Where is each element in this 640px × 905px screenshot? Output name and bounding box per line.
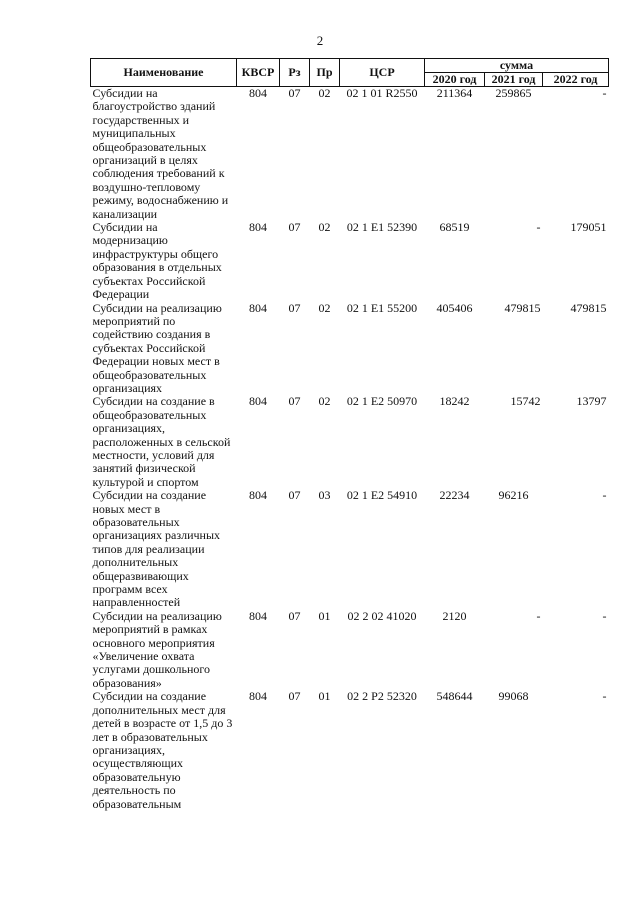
row-csr: 02 2 P2 52320 xyxy=(347,689,417,704)
row-pr: 01 xyxy=(318,689,331,704)
row-2022: - xyxy=(602,488,607,503)
table-row xyxy=(91,221,609,301)
table-row xyxy=(91,395,609,489)
header-year-2020: 2020 год xyxy=(425,73,485,87)
row-csr: 02 1 E1 55200 xyxy=(346,300,418,315)
row-pr: 02 xyxy=(318,86,331,100)
table-row xyxy=(91,87,609,222)
row-rz: 07 xyxy=(288,220,301,235)
row-2020: 22234 xyxy=(439,488,470,503)
header-csr: ЦСР xyxy=(340,59,425,87)
row-rz: 07 xyxy=(288,86,301,100)
header-kvsr: КВСР xyxy=(237,59,280,87)
row-name: Субсидии на создание новых мест в образовательных организациях различных типов для реализации дополнительных общеразвивающих программ всех направленностей xyxy=(92,488,221,610)
row-csr: 02 2 02 41020 xyxy=(347,608,417,623)
row-kvsr: 804 xyxy=(249,86,267,100)
row-2022: 179051 xyxy=(570,220,607,235)
row-kvsr: 804 xyxy=(249,488,267,503)
row-rz: 07 xyxy=(288,689,301,704)
row-2021: - xyxy=(536,608,541,623)
table-row xyxy=(91,610,609,690)
budget-table xyxy=(90,58,609,811)
table-row xyxy=(91,302,609,396)
row-name: Субсидии на благоустройство зданий государственных и муниципальных общеобразовательных организаций в целях соблюдения требований к воздушно-тепловому режиму, водоснабжению и канализации xyxy=(92,86,229,221)
row-2022: - xyxy=(602,608,607,623)
row-kvsr: 804 xyxy=(249,608,267,623)
row-2022: - xyxy=(602,689,607,704)
row-rz: 07 xyxy=(288,394,301,409)
row-name: Субсидии на создание в общеобразовательных организациях, расположенных в сельской местности, условий для занятий физической культурой и спортом xyxy=(92,394,231,489)
row-kvsr: 804 xyxy=(249,689,267,704)
table-row xyxy=(91,690,609,811)
row-2022: - xyxy=(602,86,607,100)
row-pr: 02 xyxy=(318,300,331,315)
row-name: Субсидии на реализацию мероприятий по содействию создания в субъектах Российской Федерации новых мест в общеобразовательных организациях xyxy=(92,300,222,395)
table-header xyxy=(91,59,609,87)
row-2020: 211364 xyxy=(436,86,473,100)
row-rz: 07 xyxy=(288,608,301,623)
row-2020: 18242 xyxy=(439,394,470,409)
row-2021: 99068 xyxy=(498,689,529,704)
table-body xyxy=(91,87,609,811)
row-2022: 479815 xyxy=(570,300,607,315)
row-2021: - xyxy=(536,220,541,235)
row-name: Субсидии на создание дополнительных мест для детей в возрасте от 1,5 до 3 лет в образовательных организациях, осуществляющих образовательную деятельность по образовательным xyxy=(92,689,233,811)
table-row xyxy=(91,489,609,610)
row-pr: 01 xyxy=(318,608,331,623)
row-pr: 02 xyxy=(318,220,331,235)
row-name: Субсидии на модернизацию инфраструктуры общего образования в отдельных субъектах Российской Федерации xyxy=(92,220,222,302)
row-pr: 03 xyxy=(318,488,331,503)
row-kvsr: 804 xyxy=(249,300,267,315)
row-2020: 68519 xyxy=(439,220,470,235)
row-rz: 07 xyxy=(288,300,301,315)
row-pr: 02 xyxy=(318,394,331,409)
header-pr: Пр xyxy=(310,59,340,87)
row-csr: 02 1 E1 52390 xyxy=(346,220,418,235)
row-2022: 13797 xyxy=(576,394,607,409)
row-csr: 02 1 E2 54910 xyxy=(346,488,418,503)
row-2021: 479815 xyxy=(504,300,541,315)
row-2020: 2120 xyxy=(442,608,467,623)
header-year-2022: 2022 год xyxy=(543,73,609,87)
row-2021: 259865 xyxy=(495,86,532,100)
row-kvsr: 804 xyxy=(249,220,267,235)
row-2020: 548644 xyxy=(436,689,473,704)
header-name: Наименование xyxy=(91,59,237,87)
row-2020: 405406 xyxy=(436,300,473,315)
row-kvsr: 804 xyxy=(249,394,267,409)
header-sum: сумма xyxy=(425,59,609,73)
header-rz: Рз xyxy=(280,59,310,87)
row-2021: 15742 xyxy=(510,394,541,409)
row-name: Субсидии на реализацию мероприятий в рамках основного мероприятия «Увеличение охвата услугами дошкольного образования» xyxy=(92,608,222,690)
row-csr: 02 1 01 R2550 xyxy=(346,86,418,100)
header-year-2021: 2021 год xyxy=(485,73,543,87)
page-number: 2 xyxy=(316,33,324,48)
row-csr: 02 1 E2 50970 xyxy=(346,394,418,409)
row-rz: 07 xyxy=(288,488,301,503)
row-2021: 96216 xyxy=(498,488,529,503)
